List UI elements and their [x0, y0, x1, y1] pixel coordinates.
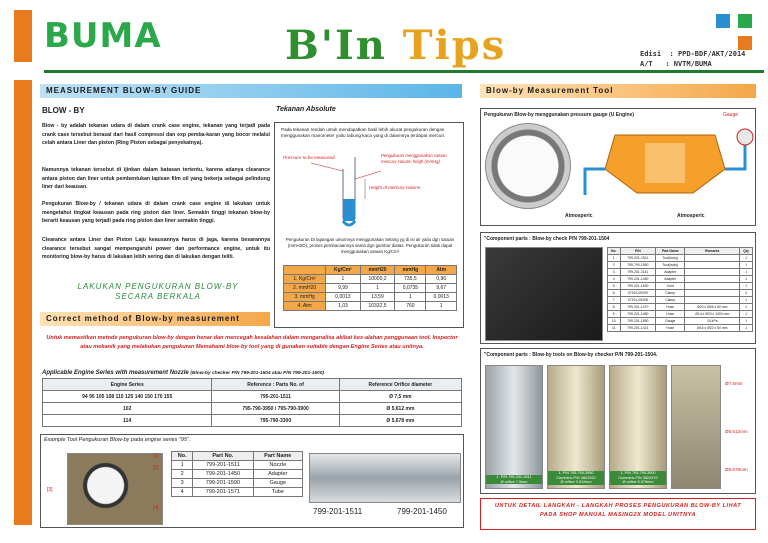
tekanan-box: [274, 122, 464, 328]
at-line: [640, 60, 712, 68]
kit-parts-cell: 6: [608, 290, 621, 297]
conversion-cell: 1: [326, 275, 360, 284]
deco-square-orange: [738, 36, 752, 50]
buma-logo: BUMA: [44, 16, 162, 56]
kit-parts-row: [608, 276, 753, 283]
nozzle-adapter-photo: [309, 453, 461, 503]
bin-tips-title: [285, 22, 506, 69]
tool-parts-cell: 4: [172, 488, 193, 497]
diag-label-pressure: Pressure to be measured.: [283, 155, 336, 160]
kit-parts-cell: [685, 262, 740, 269]
kit-parts-header-0: No.: [608, 248, 621, 255]
tool-parts-row: [172, 479, 303, 488]
conversion-cell: 1,03: [326, 302, 360, 311]
kit-parts-row: [608, 262, 753, 269]
nozzle-caption-2: 1. P/N 795-790-3950 Cummins P/N 3822920 Ø orifice 5.612mm: [548, 471, 604, 485]
kit-parts-cell: Hose: [656, 325, 685, 332]
example-tool-photo: [67, 453, 163, 525]
conversion-header-0: [284, 266, 326, 275]
kit-parts-cell: Gauge: [656, 318, 685, 325]
conversion-header-3: mmHg: [395, 266, 426, 275]
kit-parts-cell: 10: [608, 318, 621, 325]
engine-series-row: [43, 391, 462, 403]
engine-series-row: [43, 403, 462, 415]
kit-parts-cell: 9: [608, 311, 621, 318]
kit-parts-cell: [685, 269, 740, 276]
orifice-label-1: Ø7.5mm: [725, 381, 743, 386]
kit-parts-cell: 1: [740, 269, 753, 276]
tool-parts-cell: Gauge: [253, 479, 302, 488]
kit-parts-cell: 1: [740, 262, 753, 269]
kit-parts-cell: 799-201-1480: [620, 311, 656, 318]
tool-parts-cell: Nozzle: [253, 461, 302, 470]
conversion-cell: 0,0013: [426, 293, 457, 302]
header-accent-bar: [14, 10, 32, 62]
kit-parts-row: [608, 290, 753, 297]
conversion-cell: 4. Atm: [284, 302, 326, 311]
edisi-value: : PPD-BDF/AKT/2014: [669, 50, 746, 58]
footer-note: UNTUK DETAIL LANGKAH - LANGKAH PROSES PENGUKURAN BLOW-BY LIHAT PADA SHOP MANUAL MASING2X MODEL UNITNYA: [480, 498, 756, 530]
correct-method-title: Correct method of Blow-by measurement: [40, 312, 270, 326]
engine-series-row: [43, 415, 462, 427]
conversion-cell: 1. Kg/Cm²: [284, 275, 326, 284]
kit-box: [480, 232, 756, 344]
kit-parts-cell: 2: [608, 262, 621, 269]
tool-parts-cell: Tube: [253, 488, 302, 497]
conversion-cell: 0,0013: [326, 293, 360, 302]
conversion-cell: 0,96: [426, 275, 457, 284]
kit-parts-cell: 1: [740, 283, 753, 290]
u-engine-diagram: [575, 123, 755, 209]
tool-parts-cell: 799-201-1511: [193, 461, 253, 470]
conversion-row: [284, 293, 457, 302]
deco-square-green: [738, 14, 752, 28]
left-accent-bar: [14, 80, 32, 525]
engine-series-cell: 114: [43, 415, 212, 427]
kit-parts-cell: 799-201-1590: [620, 318, 656, 325]
engine-series-table: [42, 378, 462, 427]
kit-parts-cell: 799-201-1421: [620, 325, 656, 332]
blowby-heading: BLOW - BY: [42, 106, 85, 115]
applicable-subtitle: (Blow-by checker P/N 799-201-1504 atau P/N 799-201-1500): [190, 371, 324, 376]
kit-parts-header-4: Qty: [740, 248, 753, 255]
conversion-header-2: mmH20: [360, 266, 395, 275]
kit-parts-row: [608, 318, 753, 325]
tool-parts-table: [171, 451, 303, 497]
measurement-guide-title: MEASUREMENT BLOW-BY GUIDE: [40, 84, 462, 98]
kit-parts-cell: [685, 290, 740, 297]
tool-parts-row: [172, 470, 303, 479]
conversion-row: [284, 302, 457, 311]
kit-parts-cell: Hose: [656, 304, 685, 311]
nozzle-box: [480, 348, 756, 494]
conversion-cell: 1: [426, 302, 457, 311]
kit-parts-row: [608, 311, 753, 318]
tool-parts-row: [172, 488, 303, 497]
kit-parts-cell: 1: [608, 255, 621, 262]
kit-parts-cell: [685, 297, 740, 304]
conversion-cell: 1: [395, 293, 426, 302]
kit-parts-cell: Ø20 x Ø26 x 80 mm: [685, 304, 740, 311]
nozzle-title: "Component parts : Blow-by tools on Blow-by checker P/N 799-201-1504.: [484, 352, 658, 358]
tool-parts-cell: 1: [172, 461, 193, 470]
photo-pn-adapter: 799-201-1450: [397, 507, 447, 516]
edisi-line: [640, 50, 745, 58]
header-divider: [44, 70, 764, 73]
kit-parts-cell: 1: [740, 255, 753, 262]
kit-parts-cell: 2: [740, 290, 753, 297]
kit-parts-cell: Ø16 x Ø22 x 60 mm: [685, 325, 740, 332]
tool-parts-header-1: Part No.: [193, 452, 253, 461]
engine-series-cell: Ø 5,678 mm: [339, 415, 461, 427]
kit-parts-cell: 4: [608, 276, 621, 283]
diag-label-height: Height of mercury column: [369, 185, 421, 190]
kit-parts-cell: Adapter: [656, 276, 685, 283]
kit-parts-cell: Clamp: [656, 297, 685, 304]
kit-parts-row: [608, 283, 753, 290]
engine-series-cell: Ø 5,612 mm: [339, 403, 461, 415]
atmo-left: Atmosperic: [565, 213, 593, 219]
kit-parts-cell: 799-201-1450: [620, 276, 656, 283]
engine-series-header-1: Reference : Parts No. of: [212, 379, 339, 391]
engine-series-cell: 94 95 105 108 110 125 140 150 170 155: [43, 391, 212, 403]
applicable-title-main: Applicable Engine Series with measurement Nozzle: [42, 370, 189, 376]
kit-parts-cell: 7: [608, 297, 621, 304]
kit-title: "Component parts : Blow-by check P/N 799-201-1504: [484, 236, 610, 242]
kit-parts-cell: 1: [740, 325, 753, 332]
tool-parts-cell: 3: [172, 479, 193, 488]
tekanan-heading: Tekanan Absolute: [276, 106, 336, 113]
kit-parts-cell: Tool(body): [656, 255, 685, 262]
kit-parts-cell: [685, 283, 740, 290]
blowby-para-4: Clearance antara Liner dan Piston Laju keausannya harus di jaga, karena besarannya clearance tersebut sangat mempengaruhi power dan performance engine, untuk itu monitoring blow-by harus di lakukan lebih sering dan di lakukan dengan teliti.: [42, 237, 270, 261]
title-part-b: Tips: [386, 22, 507, 69]
orifice-label-3: Ø5.678mm: [725, 467, 748, 472]
kit-parts-table: [607, 247, 753, 332]
blowby-para-1: Blow - by adalah tekanan udara di dalam crank case engine, tekanan yang terjadi pada crank case tersebut berasal dari hasil compressi dan exp pemba-karan yang bocor melalui celah antara Liner dan piston (Ring Piston sebagai penyekatnya).: [42, 123, 270, 147]
kit-parts-cell: 1: [740, 311, 753, 318]
tool-parts-cell: Adapter: [253, 470, 302, 479]
blowby-para-3: Pengukuran Blow-by / tekanan udara di dalam crank case engine di lakukan untuk mengetahui tingkat keausan pada ring piston dan liner. Semakin tinggi tekanan blow-by berarti keausan yang terjadi pada ring piston dan liner semakin tinggi.: [42, 201, 270, 225]
kit-parts-cell: 07201-09209: [620, 290, 656, 297]
kit-parts-cell: 799-201-1511: [620, 255, 656, 262]
conversion-cell: 9,99: [326, 284, 360, 293]
tool-parts-cell: 799-201-1571: [193, 488, 253, 497]
kit-parts-cell: Hose: [656, 311, 685, 318]
title-part-a: B'In: [285, 22, 387, 69]
kit-parts-cell: 10 kPa: [685, 318, 740, 325]
kit-parts-cell: [685, 255, 740, 262]
atmo-right: Atmosperic: [677, 213, 705, 219]
applicable-title: [42, 370, 324, 376]
example-title: Example Tool Pengukuran Blow-by pada engine series "95".: [44, 437, 191, 443]
engine-series-cell: 795-790-3300: [212, 415, 339, 427]
conversion-header-4: Atm: [426, 266, 457, 275]
kit-parts-cell: 799-201-1470: [620, 304, 656, 311]
kit-parts-cell: Ø14 x Ø20 x 1000 mm: [685, 311, 740, 318]
diag-label-mmhg: Pengukuran menggunakan satuan mercury column heigh (mmHg): [381, 153, 447, 164]
engine-series-cell: 102: [43, 403, 212, 415]
kit-parts-cell: Adapter: [656, 269, 685, 276]
tool-parts-cell: 2: [172, 470, 193, 479]
conversion-cell: 13,59: [360, 293, 395, 302]
conversion-row: [284, 275, 457, 284]
conversion-cell: 9,67: [426, 284, 457, 293]
callout-4: [4]: [153, 505, 159, 511]
callout-2: [2]: [153, 465, 159, 471]
tool-parts-cell: 799-201-1450: [193, 470, 253, 479]
orifice-label-2: Ø5.612mm: [725, 429, 748, 434]
kit-parts-row: [608, 297, 753, 304]
blowby-para-2: Namunnya tekanan tersebut di ijinkan dalam batasan tertentu, karena adanya clearance antara piston dan liner untuk pembentukan lapisan film oil yang bekerja sebagai pelindung liner dari keausan.: [42, 167, 270, 191]
conversion-cell: 735,5: [395, 275, 426, 284]
kit-parts-header-3: Remarks: [685, 248, 740, 255]
example-box: [40, 434, 464, 528]
conversion-table: [283, 265, 457, 311]
gauge-box: [480, 108, 756, 226]
kit-parts-cell: Joint: [656, 283, 685, 290]
gauge-title: Pengukuran Blow-by menggunakan pressure gauge (U Engine): [484, 112, 635, 118]
engine-series-header-2: Reference Orifice diameter: [339, 379, 461, 391]
kit-parts-row: [608, 255, 753, 262]
kit-parts-cell: 795-790-1590: [620, 262, 656, 269]
kit-parts-cell: 799-201-1630: [620, 283, 656, 290]
deco-square-blue: [716, 14, 730, 28]
pressure-gauge-photo: [485, 123, 571, 209]
tool-parts-row: [172, 461, 303, 470]
kit-parts-cell: Clamp: [656, 290, 685, 297]
conversion-cell: 1: [360, 284, 395, 293]
tool-parts-header-2: Part Name: [253, 452, 302, 461]
kit-parts-cell: Tool(body): [656, 262, 685, 269]
conversion-header-1: Kg/Cm²: [326, 266, 360, 275]
kit-parts-cell: 1: [740, 304, 753, 311]
kit-parts-header-2: Part Name: [656, 248, 685, 255]
orifice-photo: [671, 365, 721, 489]
conversion-cell: 10332,5: [360, 302, 395, 311]
conversion-row: [284, 284, 457, 293]
kit-parts-cell: 1: [740, 276, 753, 283]
kit-parts-cell: 799-201-1141: [620, 269, 656, 276]
nozzle-caption-1: 1. P/N 799-201-1511 Ø orifice 7.5mm: [486, 475, 542, 484]
conversion-cell: 0,0735: [395, 284, 426, 293]
kit-parts-cell: 8: [608, 304, 621, 311]
tool-parts-header-0: No.: [172, 452, 193, 461]
kit-parts-row: [608, 269, 753, 276]
kit-parts-cell: 07201-09208: [620, 297, 656, 304]
measurement-tool-title: Blow-by Measurement Tool: [480, 84, 756, 98]
tekanan-text-2: Pengukuran Di lapangan umumnya menggunakan Selang yg di isi air yaitu dgn satuan (mmH2O), proses pembacaannya sama dgn gambar diatas. Pengukuran tidak dapat menggunakan satuan Kg/Cm²: [285, 237, 455, 254]
at-label: A/T: [640, 60, 653, 68]
blowby-kit-photo: [485, 247, 603, 341]
gauge-label: Gauge: [723, 112, 739, 118]
nozzle-caption-3: 1. P/N 795-790-3900 Cummins P/N 3822670 Ø orifice 5.678mm: [610, 471, 666, 485]
callout-3: [3]: [47, 487, 53, 493]
kit-parts-row: [608, 304, 753, 311]
kit-parts-cell: 1: [740, 297, 753, 304]
photo-pn-nozzle: 799-201-1511: [313, 507, 363, 516]
conversion-cell: 2. mmH20: [284, 284, 326, 293]
kit-parts-cell: [685, 276, 740, 283]
callout-1: [1]: [153, 453, 159, 459]
engine-series-cell: 795-201-1511: [212, 391, 339, 403]
tool-parts-cell: 799-201-1590: [193, 479, 253, 488]
kit-parts-cell: 1: [740, 318, 753, 325]
warning-text: Untuk memastikan metode pengukuran blow-by dengan benar dan mencegah kesalahan dalam menganalisa akibat kes-alahan penggunaan tool, Inspector atau mekanik yang melakukan pengukuran Memahami blow-by tool yang di gunakan suitable dengan Engine Series atau unitnya.: [46, 335, 458, 350]
kit-parts-row: [608, 325, 753, 332]
engine-series-header-0: Engine Series: [43, 379, 212, 391]
conversion-cell: 10000,2: [360, 275, 395, 284]
conversion-cell: 760: [395, 302, 426, 311]
kit-parts-cell: 5: [608, 283, 621, 290]
conversion-cell: 3. mmHg: [284, 293, 326, 302]
kit-parts-header-1: P/N: [620, 248, 656, 255]
slogan: LAKUKAN PENGUKURAN BLOW-BY SECARA BERKALA: [77, 282, 239, 301]
tekanan-text: Pada tekanan rendah untuk mendapatkan hasil lebih akurat pengukuran dengan menggunakan manometer yaitu tabung kaca yang di dalamnya terdapat mercuri.: [281, 127, 446, 138]
engine-series-cell: 795-790-3950 / 795-790-3900: [212, 403, 339, 415]
at-value: : NVTM/BUMA: [665, 60, 712, 68]
engine-series-cell: Ø 7,5 mm: [339, 391, 461, 403]
kit-parts-cell: 11: [608, 325, 621, 332]
edisi-label: Edisi: [640, 50, 662, 58]
kit-parts-cell: 3: [608, 269, 621, 276]
nozzle-photo-1: [485, 365, 543, 489]
